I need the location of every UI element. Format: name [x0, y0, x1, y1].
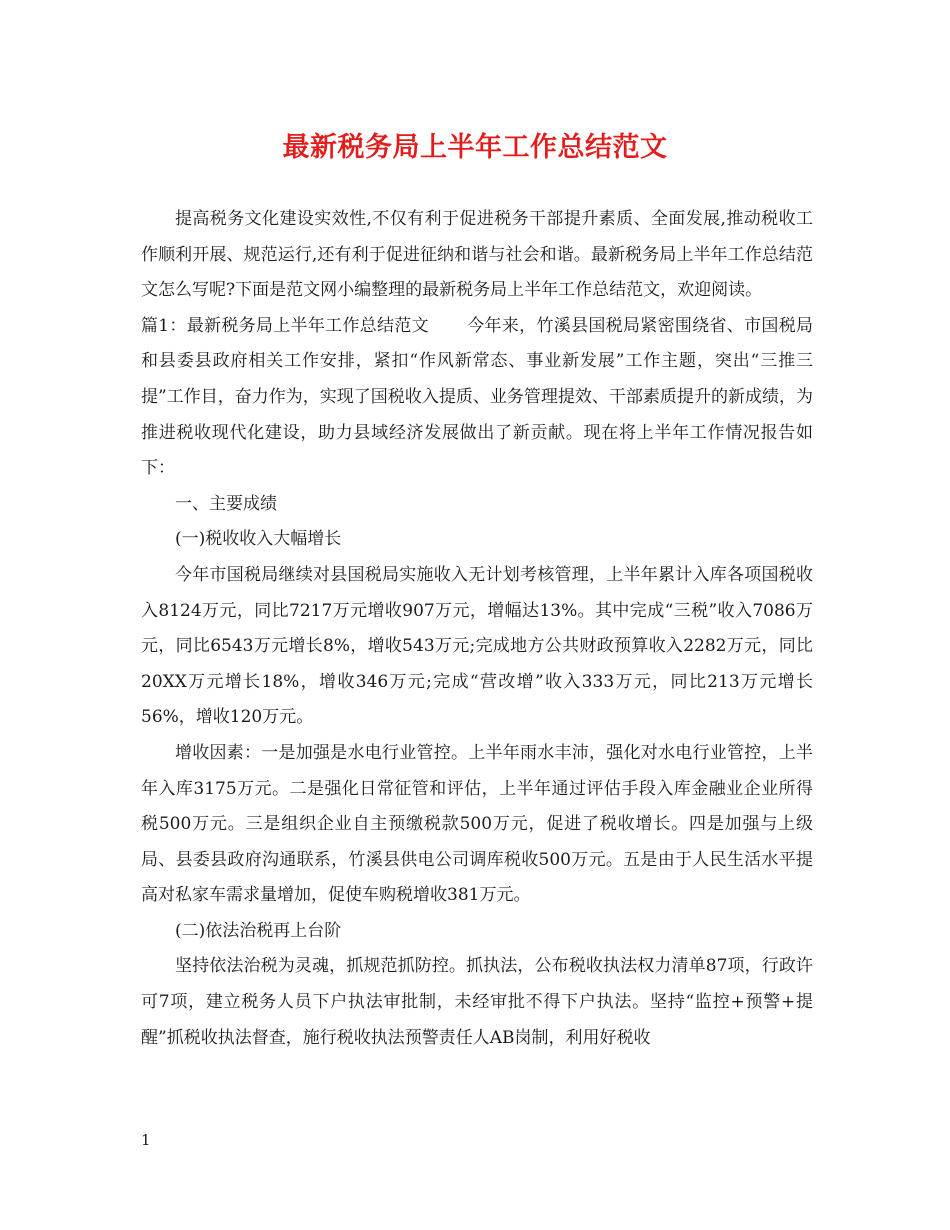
article-heading: 篇1：最新税务局上半年工作总结范文 — [141, 315, 429, 336]
intro-paragraph: 提高税务文化建设实效性,不仅有利于促进税务干部提升素质、全面发展,推动税收工作顺利开展、规范运行,还有利于促进征纳和谐与社会和谐。最新税务局上半年工作总结范文怎么写呢?下面是范文网小编整理的最新税务局上半年工作总结范文，欢迎阅读。 — [141, 209, 813, 301]
article-opening: 今年来，竹溪县国税局紧密围绕省、市国税局和县委县政府相关工作安排，紧扣“作风新常态、事业新发展”工作主题，突出“三推三提”工作目，奋力作为，实现了国税收入提质、业务管理提效、干部素质提升的新成绩，为推进税收现代化建设，助力县域经济发展做出了新贡献。现在将上半年工作情况报告如下： — [141, 315, 813, 479]
section-heading-main-results: 一、主要成绩 — [175, 493, 277, 514]
article-paragraph — [141, 309, 813, 487]
page-number: 1 — [141, 1131, 151, 1149]
document-title: 最新税务局上半年工作总结范文 — [282, 132, 668, 163]
document-body — [141, 202, 813, 1056]
subsection-heading-revenue: (一)税收收入大幅增长 — [175, 529, 342, 550]
law-paragraph: 坚持依法治税为灵魂，抓规范抓防控。抓执法，公布税收执法权力清单87项，行政许可7项，建立税务人员下户执法审批制，未经审批不得下户执法。坚持“监控+预警+提醒”抓税收执法督查，施行税收执法预警责任人AB岗制，利用好税收 — [141, 956, 813, 1048]
subsection-heading-law: (二)依法治税再上台阶 — [175, 920, 342, 941]
factors-paragraph: 增收因素：一是加强是水电行业管控。上半年雨水丰沛，强化对水电行业管控，上半年入库3175万元。二是强化日常征管和评估，上半年通过评估手段入库金融业企业所得税500万元。三是组织企业自主预缴税款500万元，促进了税收增长。四是加强与上级局、县委县政府沟通联系，竹溪县供电公司调库税收500万元。五是由于人民生活水平提高对私家车需求量增加，促使车购税增收381万元。 — [141, 742, 813, 906]
revenue-paragraph: 今年市国税局继续对县国税局实施收入无计划考核管理，上半年累计入库各项国税收入8124万元，同比7217万元增收907万元，增幅达13%。其中完成“三税”收入7086万元，同比6543万元增长8%，增收543万元;完成地方公共财政预算收入2282万元，同比20XX万元增长18%，增收346万元;完成“营改增”收入333万元，同比213万元增长56%，增收120万元。 — [141, 564, 813, 728]
